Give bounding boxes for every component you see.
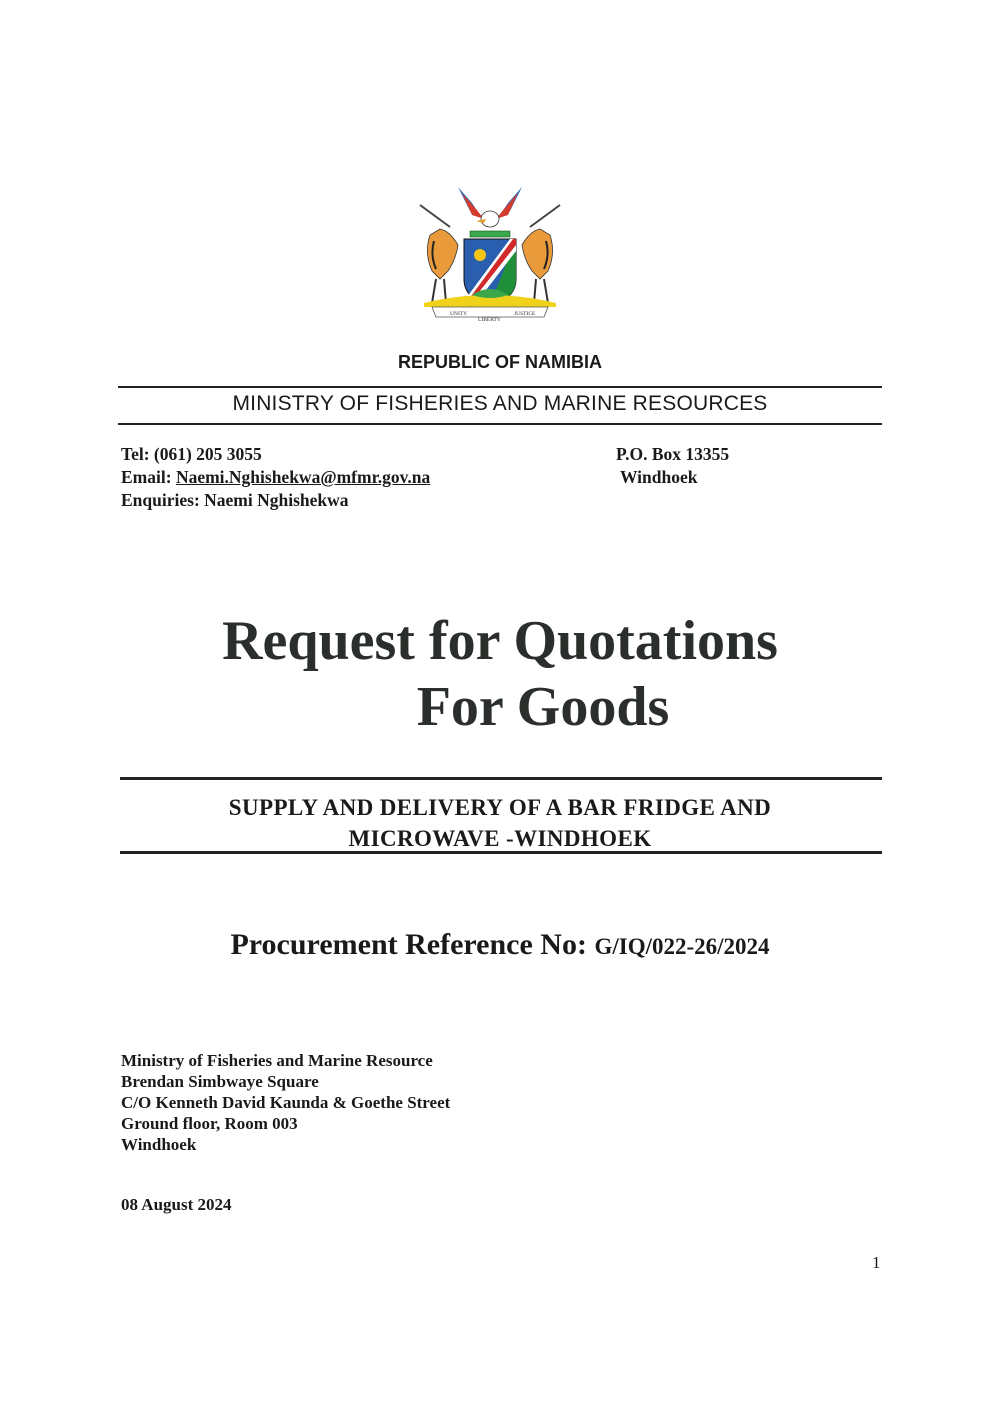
procurement-label: Procurement Reference No: (230, 928, 595, 961)
subject-top-rule (120, 777, 882, 780)
page-number: 1 (872, 1253, 881, 1272)
subject-bottom-rule (120, 851, 882, 854)
ministry-top-rule (118, 386, 882, 388)
subject-heading (0, 792, 1000, 854)
po-box-line: P.O. Box 13355 (616, 444, 730, 464)
document-date: 08 August 2024 (121, 1195, 232, 1214)
contact-left-block (121, 443, 430, 512)
city-line: Windhoek (620, 467, 698, 487)
eagle-icon (458, 187, 522, 227)
enquiries-line: Enquiries: Naemi Nghishekwa (121, 490, 349, 510)
oryx-left-icon (420, 205, 458, 303)
motto-unity: UNITY (450, 311, 468, 317)
oryx-right-icon (522, 205, 560, 303)
subject-line-1: SUPPLY AND DELIVERY OF A BAR FRIDGE AND (228, 795, 772, 820)
title-line-1: Request for Quotations (222, 610, 778, 672)
address-block (121, 1050, 450, 1155)
email-label: Email: (121, 467, 176, 487)
republic-heading: REPUBLIC OF NAMIBIA (398, 352, 602, 372)
address-line: Ground floor, Room 003 (121, 1114, 298, 1133)
motto-liberty: LIBERTY (478, 317, 501, 323)
ministry-bottom-rule (118, 423, 882, 425)
subject-line-2: MICROWAVE -WINDHOEK (348, 826, 652, 851)
address-line: Windhoek (121, 1135, 197, 1154)
tel-line: Tel: (061) 205 3055 (121, 444, 262, 464)
motto-justice: JUSTICE (514, 311, 536, 317)
email-link[interactable]: Naemi.Nghishekwa@mfmr.gov.na (175, 467, 431, 487)
address-line: C/O Kenneth David Kaunda & Goethe Street (121, 1093, 451, 1112)
email-line (121, 466, 430, 489)
procurement-number: G/IQ/022-26/2024 (594, 934, 770, 959)
title-line-2: For Goods (416, 676, 670, 738)
document-title (0, 608, 1000, 740)
procurement-reference (0, 928, 1000, 962)
coat-of-arms-icon (410, 175, 570, 325)
contact-right-block (616, 443, 729, 489)
address-line: Ministry of Fisheries and Marine Resource (121, 1051, 433, 1070)
address-line: Brendan Simbwaye Square (121, 1072, 319, 1091)
ministry-heading: MINISTRY OF FISHERIES AND MARINE RESOURCES (232, 392, 768, 415)
